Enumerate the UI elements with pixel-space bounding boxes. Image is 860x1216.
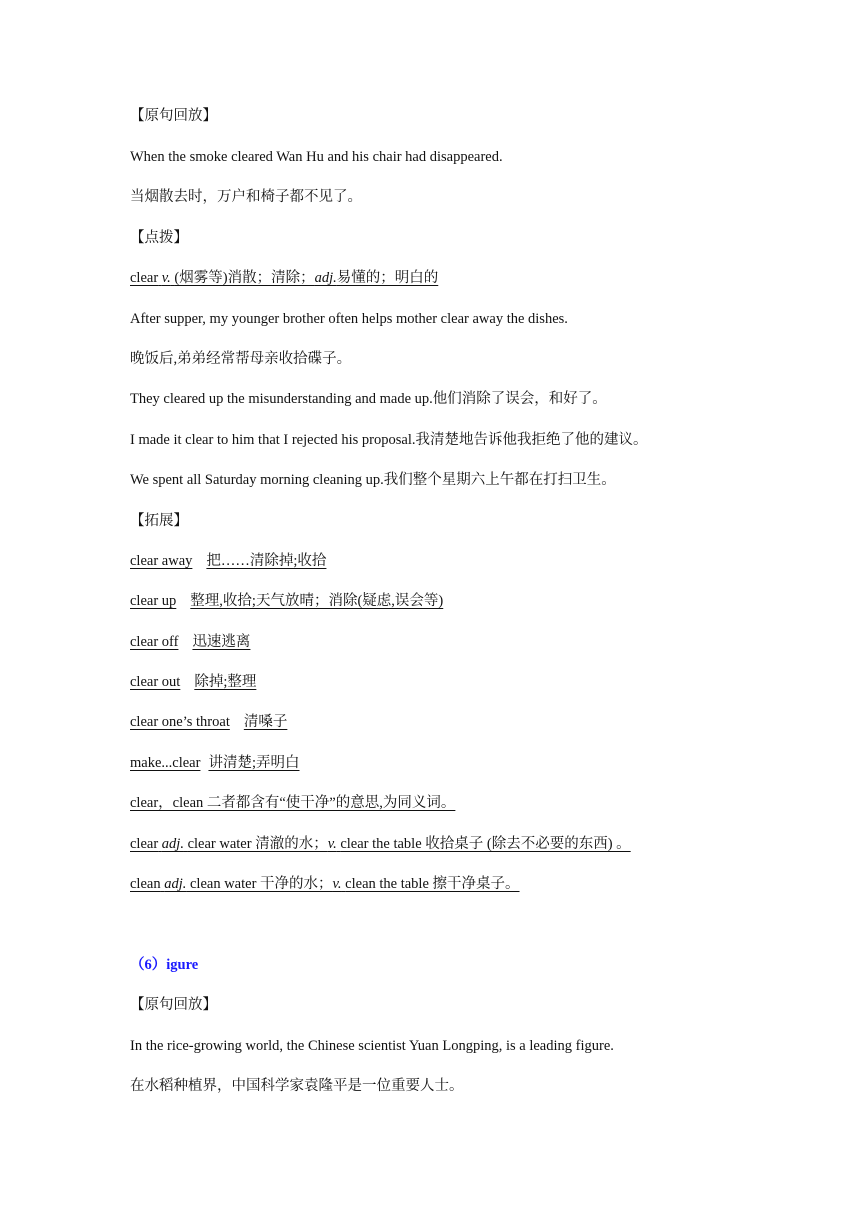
- tag-expand: 【拓展】: [130, 513, 188, 529]
- tag-tips: 【点拨】: [130, 230, 188, 246]
- def-meaning-verb: (烟雾等)消散；清除；: [174, 270, 315, 286]
- phrase-clear-off: clear off 迅速逃离: [130, 634, 251, 650]
- section-6-tag: 【原句回放】: [130, 997, 217, 1013]
- def-pos-adj: adj.: [314, 270, 337, 286]
- example-3: I made it clear to him that I rejected his proposal.我清楚地告诉他我拒绝了他的建议。: [130, 432, 648, 448]
- example-4: We spent all Saturday morning cleaning up.我们整个星期六上午都在打扫卫生。: [130, 472, 616, 488]
- phrase-clear-up: clear up 整理,收拾;天气放晴；消除(疑虑,误会等): [130, 593, 444, 609]
- section-6-en: In the rice-growing world, the Chinese scientist Yuan Longping, is a leading figure.: [130, 1038, 614, 1054]
- example-2: They cleared up the misunderstanding and made up.他们消除了误会，和好了。: [130, 391, 607, 407]
- phrase-make-clear: make...clear 讲清楚;弄明白: [130, 755, 300, 771]
- section-6-heading: （6）igure: [130, 957, 199, 973]
- compare-note: clear，clean 二者都含有“使干净”的意思,为同义词。: [130, 795, 456, 811]
- compare-clean: clean adj. clean water 干净的水；v. clean the table 擦干净桌子。: [130, 876, 520, 892]
- phrase-clear-out: clear out 除掉;整理: [130, 674, 257, 690]
- def-meaning-adj: 易懂的；明白的: [336, 270, 439, 286]
- example-1: After supper, my younger brother often helps mother clear away the dishes.: [130, 311, 568, 327]
- compare-clear: clear adj. clear water 清澈的水；v. clear the table 收拾桌子 (除去不必要的东西) 。: [130, 836, 631, 852]
- def-word: clear: [130, 270, 159, 286]
- phrase-clear-throat: clear one’s throat 清嗓子: [130, 714, 288, 730]
- definition-line: [130, 268, 438, 288]
- tag-original-sentence: 【原句回放】: [130, 108, 217, 124]
- def-pos-verb: v.: [161, 270, 171, 286]
- original-sentence-en: When the smoke cleared Wan Hu and his chair had disappeared.: [130, 149, 503, 165]
- example-1-zh: 晚饭后,弟弟经常帮母亲收拾碟子。: [130, 351, 352, 367]
- section-6-zh: 在水稻种植界，中国科学家袁隆平是一位重要人士。: [130, 1078, 464, 1094]
- phrase-clear-away: clear away 把……清除掉;收拾: [130, 553, 327, 569]
- original-sentence-zh: 当烟散去时，万户和椅子都不见了。: [130, 189, 362, 205]
